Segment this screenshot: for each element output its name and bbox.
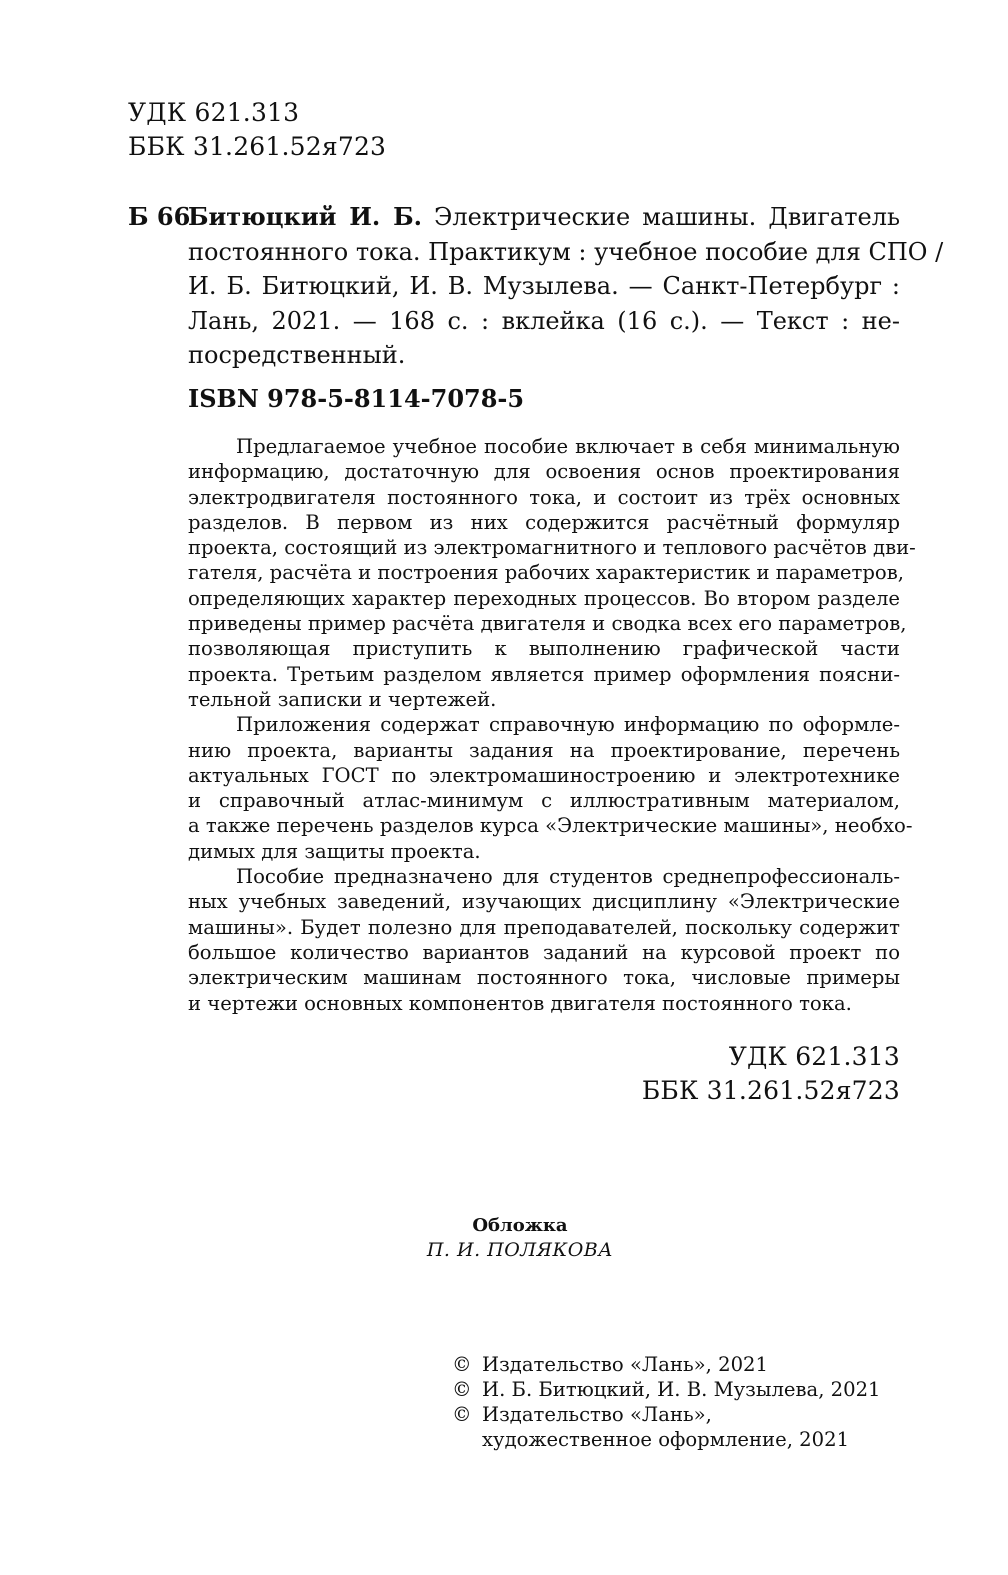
annotation-line: Предлагаемое учебное пособие включает в себя минимальную bbox=[236, 435, 900, 458]
copyright-continuation: художественное оформление, 2021 bbox=[482, 1428, 850, 1451]
bib-line-1 bbox=[188, 200, 900, 235]
annotation-line: позволяющая приступить к выполнению графической части bbox=[188, 637, 900, 661]
annotation-line: Приложения содержат справочную информацию по оформле- bbox=[236, 713, 900, 737]
copyright-text: Издательство «Лань», 2021 bbox=[482, 1353, 768, 1376]
bbk-code: ББК 31.261.52я723 bbox=[128, 132, 387, 161]
copyright-text: Издательство «Лань», bbox=[482, 1403, 712, 1426]
copyright-block bbox=[452, 1352, 881, 1452]
annotation-line: определяющих характер переходных процессов. Во втором разделе bbox=[188, 586, 900, 610]
bib-line-4: Лань, 2021. — 168 с. : вклейка (16 с.). — Текст : не- bbox=[188, 306, 900, 335]
annotation-paragraph-1 bbox=[188, 434, 916, 712]
bib-line-2: постоянного тока. Практикум : учебное пособие для СПО / bbox=[188, 237, 944, 266]
annotation-line: Пособие предназначено для студентов среднепрофессиональ- bbox=[236, 865, 900, 889]
copyright-icon: © bbox=[452, 1403, 472, 1426]
copyright-line bbox=[452, 1377, 881, 1402]
annotation-line: большое количество вариантов заданий на курсовой проект по bbox=[188, 940, 900, 964]
bib-line-5: посредственный. bbox=[188, 341, 406, 369]
copyright-text: И. Б. Битюцкий, И. В. Музылева, 2021 bbox=[482, 1378, 881, 1401]
annotation-line: а также перечень разделов курса «Электрические машины», необхо- bbox=[188, 814, 913, 838]
cover-credit bbox=[380, 1214, 660, 1262]
annotation-line: информацию, достаточную для освоения основ проектирования bbox=[188, 460, 900, 484]
bbk-code: ББК 31.261.52я723 bbox=[641, 1076, 900, 1105]
annotation-line: ных учебных заведений, изучающих дисциплину «Электрические bbox=[188, 890, 900, 914]
annotation-line: гателя, расчёта и построения рабочих характеристик и параметров, bbox=[188, 561, 904, 585]
annotation-paragraph-3 bbox=[188, 864, 900, 1016]
annotation-line: машины». Будет полезно для преподавателей, поскольку содержит bbox=[188, 915, 900, 939]
copyright-line bbox=[452, 1352, 881, 1377]
cover-designer-name: П. И. ПОЛЯКОВА bbox=[426, 1239, 614, 1261]
copyright-icon: © bbox=[452, 1378, 472, 1401]
annotation-line: нию проекта, варианты задания на проектирование, перечень bbox=[188, 738, 900, 762]
cover-label: Обложка bbox=[472, 1215, 568, 1236]
copyright-line bbox=[452, 1402, 881, 1427]
author-name: Битюцкий И. Б. bbox=[188, 202, 422, 231]
book-title: Электрические машины. Двигатель bbox=[434, 203, 901, 231]
annotation-line: проекта, состоящий из электромагнитного и теплового расчётов дви- bbox=[188, 536, 916, 560]
annotation bbox=[188, 434, 916, 1016]
bib-line-3: И. Б. Битюцкий, И. В. Музылева. — Санкт-Петербург : bbox=[188, 272, 900, 300]
annotation-line: и справочный атлас-минимум с иллюстративным материалом, bbox=[188, 789, 900, 813]
annotation-line: тельной записки и чертежей. bbox=[188, 687, 497, 711]
annotation-line: и чертежи основных компонентов двигателя постоянного тока. bbox=[188, 991, 852, 1015]
annotation-line: приведены пример расчёта двигателя и сводка всех его параметров, bbox=[188, 612, 907, 636]
annotation-line: электрическим машинам постоянного тока, числовые примеры bbox=[188, 966, 900, 990]
isbn: ISBN 978-5-8114-7078-5 bbox=[188, 384, 525, 413]
annotation-line: димых для защиты проекта. bbox=[188, 839, 481, 863]
udk-code: УДК 621.313 bbox=[728, 1042, 900, 1071]
annotation-line: проекта. Третьим разделом является пример оформления поясни- bbox=[188, 662, 900, 686]
udk-bbk-bottom bbox=[642, 1040, 900, 1108]
annotation-line: разделов. В первом из них содержится расчётный формуляр bbox=[188, 510, 900, 534]
annotation-line: электродвигателя постоянного тока, и состоит из трёх основных bbox=[188, 485, 900, 509]
annotation-line: актуальных ГОСТ по электромашиностроению и электротехнике bbox=[188, 763, 900, 787]
udk-bbk-top bbox=[128, 96, 386, 164]
bibliographic-description bbox=[188, 200, 944, 373]
udk-code: УДК 621.313 bbox=[128, 98, 300, 127]
annotation-paragraph-2 bbox=[188, 712, 913, 864]
author-mark: Б 66 bbox=[128, 202, 191, 231]
copyright-icon: © bbox=[452, 1353, 472, 1376]
